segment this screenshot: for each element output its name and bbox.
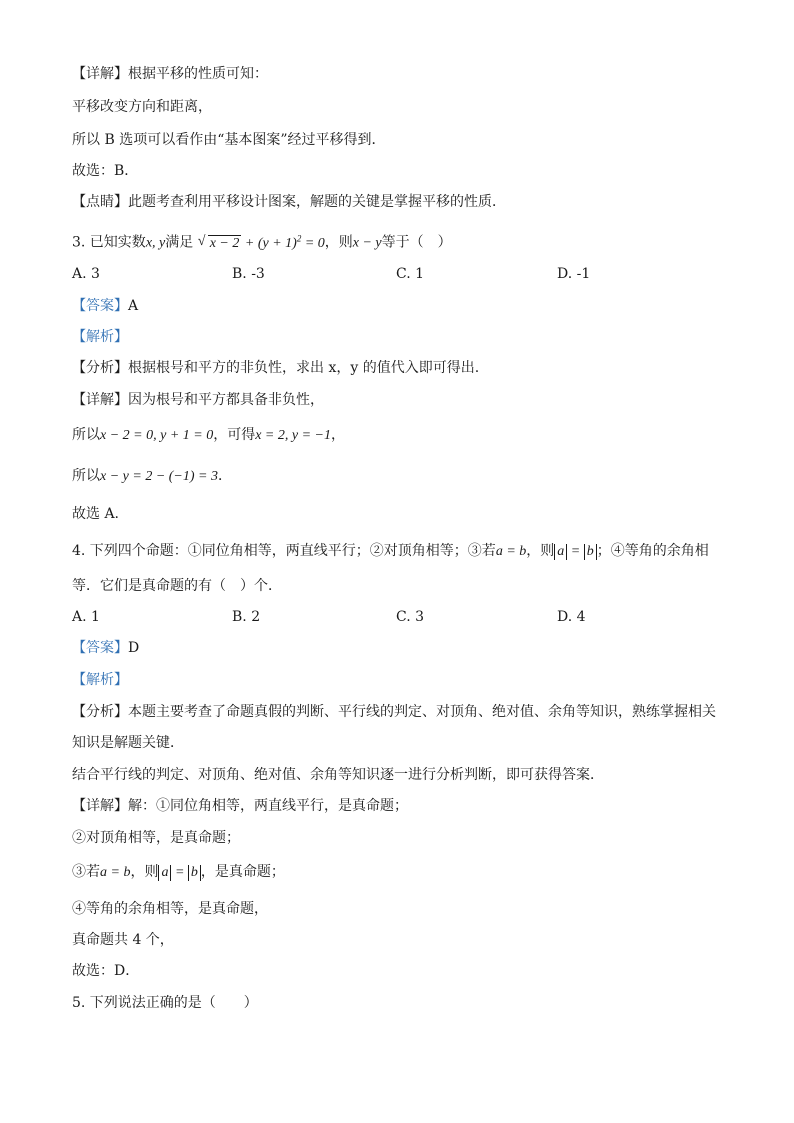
q4-option-a: A. 1 xyxy=(72,609,100,625)
q4-option-c: C. 3 xyxy=(396,609,425,625)
q4-detail-line: 【详解】解：①同位角相等，两直线平行，是真命题； xyxy=(72,798,408,814)
question-4-stem-line-2: 等．它们是真命题的有（ ）个． xyxy=(72,578,282,594)
q3-step-1: 所以x − 2 = 0, y + 1 = 0，可得x = 2, y = −1， xyxy=(72,427,345,443)
q4-detail-2: ②对顶角相等，是真命题； xyxy=(72,830,240,846)
comment-tag: 【点睛】 xyxy=(72,194,128,210)
abs-value: a xyxy=(158,865,171,881)
q3-fenxi-line: 【分析】根据根号和平方的非负性，求出 x，y 的值代入即可得出. xyxy=(72,360,480,376)
q4-answer-line xyxy=(72,638,139,658)
radical: √ x − 2 xyxy=(197,233,240,251)
q4-detail-6: 故选：D． xyxy=(72,963,140,979)
q3-step-2: 所以x − y = 2 − (−1) = 3． xyxy=(72,468,232,484)
q4-detail-5: 真命题共 4 个， xyxy=(72,932,174,948)
prev-detail-line: 【详解】根据平移的性质可知： xyxy=(72,66,268,82)
q4-fenxi-line-1: 【分析】本题主要考查了命题真假的判断、平行线的判定、对顶角、绝对值、余角等知识，熟练掌握相关 xyxy=(72,704,716,720)
q4-option-b: B. 2 xyxy=(232,609,261,625)
abs-value: b xyxy=(584,544,597,560)
q3-vars: x, y xyxy=(145,235,166,251)
abs-value: b xyxy=(188,865,201,881)
q4-option-d: D. 4 xyxy=(557,609,586,625)
q4-analysis-tag: 【解析】 xyxy=(72,672,128,688)
q3-option-d: D. -1 xyxy=(557,266,591,282)
q3-expr: x − y xyxy=(352,235,382,251)
q3-equation: √ $x - 2 + (y + 1)^2 = 0$ xyxy=(198,236,325,251)
detail-tag: 【详解】 xyxy=(72,66,128,82)
q3-option-c: C. 1 xyxy=(396,266,425,282)
prev-line-3: 所以 B 选项可以看作由“基本图案”经过平移得到． xyxy=(72,132,386,148)
q4-combine-line: 结合平行线的判定、对顶角、绝对值、余角等知识逐一进行分析判断，即可获得答案． xyxy=(72,767,604,783)
prev-line-4: 故选：B． xyxy=(72,163,139,179)
answer-tag: 【答案】 xyxy=(72,640,128,656)
q3-option-a: A. 3 xyxy=(72,266,100,282)
q3-answer-line xyxy=(72,296,138,316)
prev-line-2: 平移改变方向和距离， xyxy=(72,99,212,115)
q4-detail-4: ④等角的余角相等，是真命题， xyxy=(72,901,268,917)
answer-tag: 【答案】 xyxy=(72,298,128,314)
question-3-stem: 3. 已知实数x, y满足 √ $x - 2 + (y + 1)^2 = 0$，则x − y等于（ ） xyxy=(72,228,452,254)
prev-comment-line: 【点睛】此题考查利用平移设计图案，解题的关键是掌握平移的性质． xyxy=(72,194,506,210)
q4-answer: D xyxy=(128,640,140,656)
q3-option-b: B. -3 xyxy=(232,266,265,282)
q3-answer: A xyxy=(128,298,139,314)
q4-detail-3: ③若a = b，则 a = b ，是真命题； xyxy=(72,864,285,880)
abs-value: a xyxy=(554,544,567,560)
q3-conclusion: 故选 A. xyxy=(72,506,120,522)
question-4-stem-line-1: 4. 下列四个命题：①同位角相等，两直线平行；②对顶角相等；③若a = b，则 a = b ；④等角的余角相 xyxy=(72,543,709,559)
question-5-stem: 5. 下列说法正确的是（ ） xyxy=(72,995,258,1011)
q3-detail-line: 【详解】因为根号和平方都具备非负性， xyxy=(72,392,324,408)
q4-fenxi-line-2: 知识是解题关键． xyxy=(72,735,184,751)
q3-analysis-tag: 【解析】 xyxy=(72,329,128,345)
